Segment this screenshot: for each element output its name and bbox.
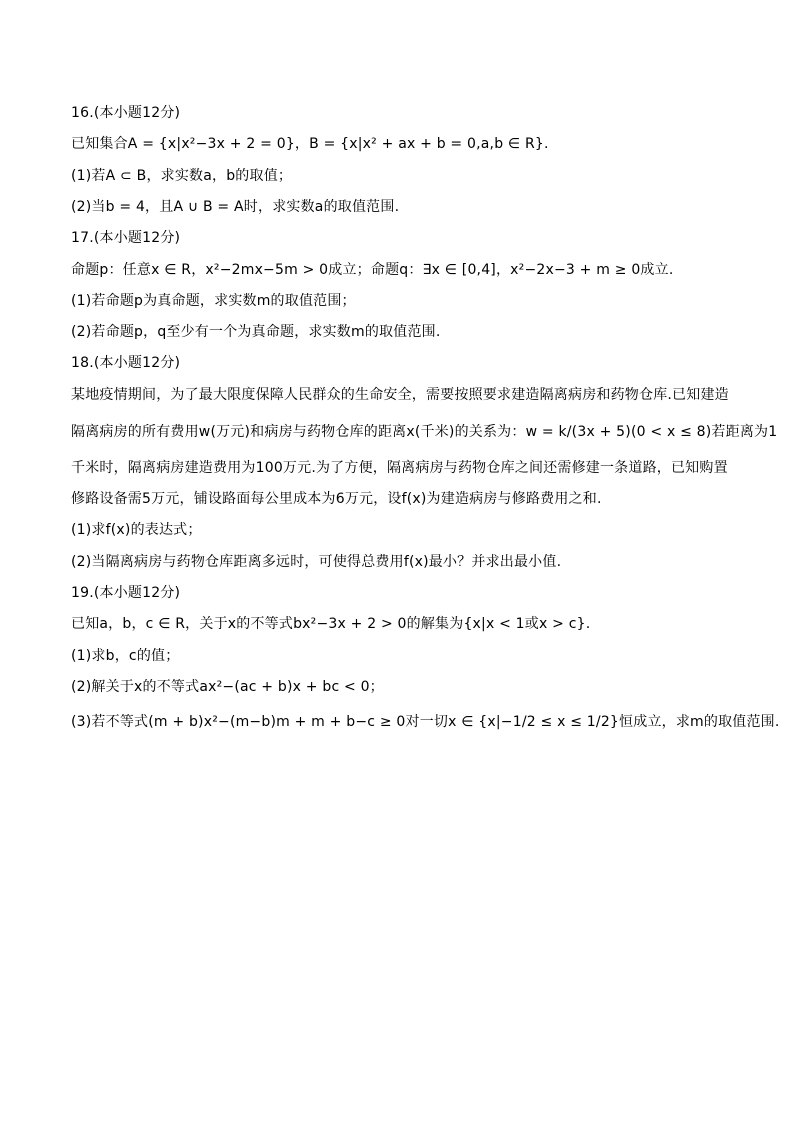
question-16-part-1: (1)若A ⊂ B，求实数a，b的取值； — [71, 168, 293, 184]
question-19-part-1: (1)求b，c的值； — [71, 648, 180, 664]
question-18-header: 18.(本小题12分) — [71, 355, 181, 371]
question-18-part-2: (2)当隔离病房与药物仓库距离多远时，可使得总费用f(x)最小？并求出最小值. — [71, 554, 562, 570]
question-19-part-2: (2)解关于x的不等式ax²−(ac + b)x + bc < 0； — [71, 679, 384, 695]
question-16-header: 16.(本小题12分) — [71, 105, 181, 121]
question-19-header: 19.(本小题12分) — [71, 585, 181, 601]
question-19-stem: 已知a，b，c ∈ R，关于x的不等式bx²−3x + 2 > 0的解集为{x|x < 1或x > c}. — [71, 616, 591, 632]
question-16-part-2: (2)当b = 4，且A ∪ B = A时，求实数a的取值范围. — [71, 199, 400, 215]
question-18-stem-line-2: 隔离病房的所有费用w(万元)和病房与药物仓库的距离x(千米)的关系为：w = k/(3x + 5)(0 < x ≤ 8)若距离为1 — [71, 424, 778, 440]
question-18-stem-line-1: 某地疫情期间，为了最大限度保障人民群众的生命安全，需要按照要求建造隔离病房和药物仓库.已知建造 — [71, 387, 729, 403]
question-17-stem: 命题p：任意x ∈ R，x²−2mx−5m > 0成立；命题q：∃x ∈ [0,4]，x²−2x−3 + m ≥ 0成立. — [71, 262, 674, 278]
question-19-part-3: (3)若不等式(m + b)x²−(m−b)m + m + b−c ≥ 0对一切x ∈ {x|−1/2 ≤ x ≤ 1/2}恒成立，求m的取值范围. — [71, 714, 780, 730]
question-17-part-2: (2)若命题p，q至少有一个为真命题，求实数m的取值范围. — [71, 324, 441, 340]
question-17-header: 17.(本小题12分) — [71, 230, 181, 246]
question-18-part-1: (1)求f(x)的表达式； — [71, 522, 202, 538]
question-16-stem: 已知集合A = {x|x²−3x + 2 = 0}，B = {x|x² + ax + b = 0,a,b ∈ R}. — [71, 136, 549, 152]
question-18-stem-line-4: 修路设备需5万元，铺设路面每公里成本为6万元，设f(x)为建造病房与修路费用之和. — [71, 491, 602, 507]
question-17-part-1: (1)若命题p为真命题，求实数m的取值范围； — [71, 293, 356, 309]
question-18-stem-line-3: 千米时，隔离病房建造费用为100万元.为了方便，隔离病房与药物仓库之间还需修建一条道路，已知购置 — [71, 460, 728, 476]
